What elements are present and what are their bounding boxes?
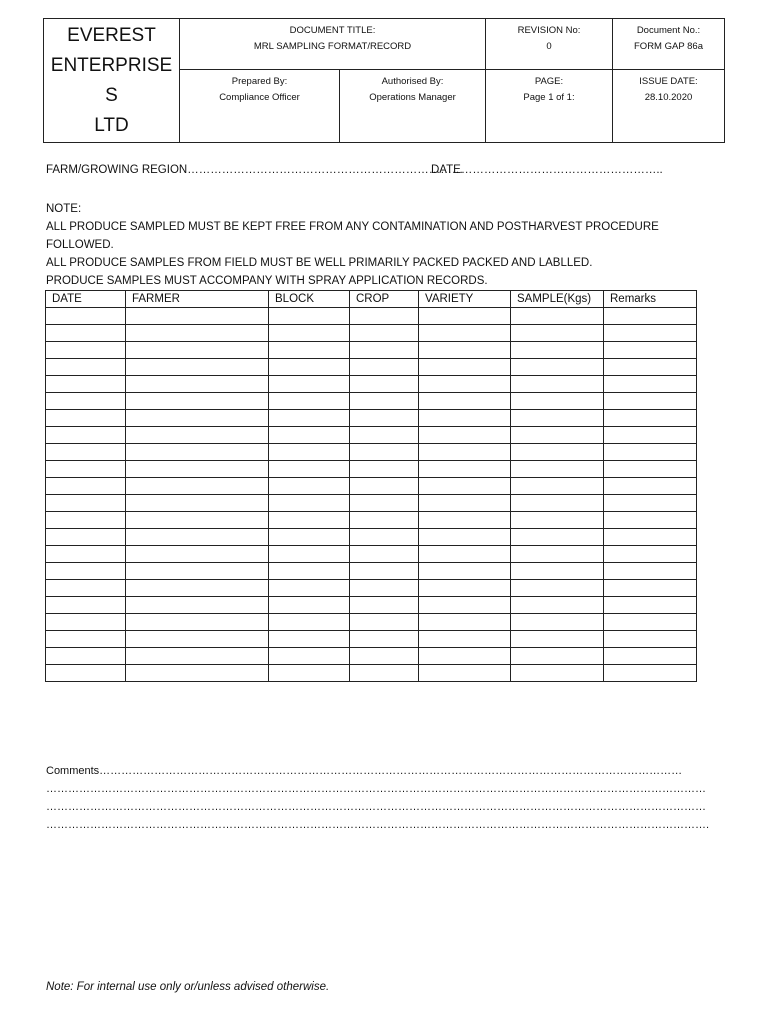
table-cell[interactable] <box>46 665 126 682</box>
table-cell[interactable] <box>126 393 269 410</box>
table-cell[interactable] <box>46 495 126 512</box>
column-header-crop: CROP <box>350 291 419 308</box>
page-value: Page 1 of 1: <box>523 92 575 103</box>
table-cell[interactable] <box>269 648 350 665</box>
table-row <box>46 529 697 546</box>
prepared-by-value: Compliance Officer <box>219 92 300 103</box>
table-cell[interactable] <box>350 597 419 614</box>
table-cell[interactable] <box>350 444 419 461</box>
table-row <box>46 410 697 427</box>
table-cell[interactable] <box>604 563 697 580</box>
table-cell[interactable] <box>604 529 697 546</box>
table-cell[interactable] <box>350 546 419 563</box>
table-cell[interactable] <box>419 648 511 665</box>
table-cell[interactable] <box>126 648 269 665</box>
table-cell[interactable] <box>604 325 697 342</box>
table-cell[interactable] <box>350 342 419 359</box>
table-cell[interactable] <box>46 308 126 325</box>
table-cell[interactable] <box>350 410 419 427</box>
table-cell[interactable] <box>419 461 511 478</box>
table-row <box>46 512 697 529</box>
table-cell[interactable] <box>511 427 604 444</box>
table-cell[interactable] <box>350 512 419 529</box>
table-cell[interactable] <box>46 546 126 563</box>
table-cell[interactable] <box>350 393 419 410</box>
table-cell[interactable] <box>511 580 604 597</box>
table-cell[interactable] <box>350 495 419 512</box>
table-cell[interactable] <box>419 512 511 529</box>
table-cell[interactable] <box>511 648 604 665</box>
table-row <box>46 648 697 665</box>
table-cell[interactable] <box>419 580 511 597</box>
doc-title-label: DOCUMENT TITLE: <box>289 25 376 36</box>
column-header-sample: SAMPLE(Kgs) <box>511 291 604 308</box>
table-cell[interactable] <box>350 614 419 631</box>
table-cell[interactable] <box>46 410 126 427</box>
note-line: ALL PRODUCE SAMPLED MUST BE KEPT FREE FROM ANY CONTAMINATION AND POSTHARVEST PROCEDURE <box>46 221 659 233</box>
table-header-row <box>46 291 697 308</box>
table-cell[interactable] <box>46 597 126 614</box>
table-cell[interactable] <box>126 376 269 393</box>
table-row <box>46 614 697 631</box>
table-cell[interactable] <box>126 461 269 478</box>
table-cell[interactable] <box>46 563 126 580</box>
table-cell[interactable] <box>126 444 269 461</box>
table-cell[interactable] <box>511 325 604 342</box>
table-cell[interactable] <box>511 529 604 546</box>
table-row <box>46 444 697 461</box>
table-cell[interactable] <box>419 325 511 342</box>
table-cell[interactable] <box>46 342 126 359</box>
table-cell[interactable] <box>350 631 419 648</box>
table-cell[interactable] <box>269 597 350 614</box>
table-cell[interactable] <box>511 495 604 512</box>
table-cell[interactable] <box>269 529 350 546</box>
table-cell[interactable] <box>126 427 269 444</box>
table-cell[interactable] <box>126 359 269 376</box>
table-row <box>46 376 697 393</box>
table-cell[interactable] <box>350 529 419 546</box>
table-cell[interactable] <box>269 614 350 631</box>
company-name-line: ENTERPRISE <box>50 54 173 76</box>
table-cell[interactable] <box>419 597 511 614</box>
table-cell[interactable] <box>604 376 697 393</box>
table-cell[interactable] <box>419 631 511 648</box>
table-cell[interactable] <box>604 308 697 325</box>
table-cell[interactable] <box>511 512 604 529</box>
table-cell[interactable] <box>269 665 350 682</box>
table-cell[interactable] <box>604 393 697 410</box>
table-cell[interactable] <box>511 410 604 427</box>
table-cell[interactable] <box>419 478 511 495</box>
comments-label-line[interactable]: Comments…………………………………………………………………………………………………………………………………………… <box>46 765 683 777</box>
company-name-line: LTD <box>94 114 129 136</box>
page-label: PAGE: <box>534 76 564 87</box>
table-cell[interactable] <box>419 563 511 580</box>
table-cell[interactable] <box>419 342 511 359</box>
table-cell[interactable] <box>126 597 269 614</box>
table-row <box>46 393 697 410</box>
table-cell[interactable] <box>511 597 604 614</box>
table-cell[interactable] <box>350 665 419 682</box>
table-cell[interactable] <box>511 546 604 563</box>
table-cell[interactable] <box>46 359 126 376</box>
table-cell[interactable] <box>350 563 419 580</box>
table-row <box>46 597 697 614</box>
table-cell[interactable] <box>269 546 350 563</box>
column-header-variety: VARIETY <box>419 291 511 308</box>
table-cell[interactable] <box>46 529 126 546</box>
table-row <box>46 325 697 342</box>
table-cell[interactable] <box>269 376 350 393</box>
table-cell[interactable] <box>126 342 269 359</box>
table-cell[interactable] <box>511 478 604 495</box>
table-row <box>46 359 697 376</box>
table-cell[interactable] <box>419 410 511 427</box>
notes-section <box>46 200 736 290</box>
table-row <box>46 546 697 563</box>
table-cell[interactable] <box>604 512 697 529</box>
table-cell[interactable] <box>604 410 697 427</box>
doc-title-cell <box>180 19 486 70</box>
table-body <box>46 308 697 682</box>
table-cell[interactable] <box>46 461 126 478</box>
table-cell[interactable] <box>604 665 697 682</box>
table-cell[interactable] <box>269 393 350 410</box>
table-cell[interactable] <box>419 444 511 461</box>
comments-line[interactable]: ……………………………………………………………………………………………………………………………………………………………… <box>46 801 706 813</box>
table-cell[interactable] <box>350 461 419 478</box>
notes-heading: NOTE: <box>46 203 82 215</box>
document-header <box>43 18 725 143</box>
table-cell[interactable] <box>126 631 269 648</box>
table-cell[interactable] <box>46 393 126 410</box>
doc-number-label: Document No.: <box>636 25 701 36</box>
table-cell[interactable] <box>46 580 126 597</box>
table-cell[interactable] <box>269 308 350 325</box>
table-cell[interactable] <box>350 648 419 665</box>
table-cell[interactable] <box>269 461 350 478</box>
column-header-farmer: FARMER <box>126 291 269 308</box>
table-cell[interactable] <box>511 376 604 393</box>
table-cell[interactable] <box>46 631 126 648</box>
comments-line[interactable]: ………………………………………………………………………………………………………………………………………………………………. <box>46 819 710 831</box>
table-cell[interactable] <box>511 308 604 325</box>
table-cell[interactable] <box>604 359 697 376</box>
issue-date-cell <box>613 70 724 142</box>
table-cell[interactable] <box>269 342 350 359</box>
doc-number-cell <box>613 19 724 70</box>
table-cell[interactable] <box>511 359 604 376</box>
table-cell[interactable] <box>46 512 126 529</box>
table-row <box>46 427 697 444</box>
table-cell[interactable] <box>604 614 697 631</box>
table-cell[interactable] <box>604 427 697 444</box>
table-cell[interactable] <box>419 495 511 512</box>
table-row <box>46 342 697 359</box>
table-cell[interactable] <box>126 529 269 546</box>
table-cell[interactable] <box>350 376 419 393</box>
table-row <box>46 580 697 597</box>
table-row <box>46 563 697 580</box>
revision-cell <box>486 19 613 70</box>
table-cell[interactable] <box>604 580 697 597</box>
farm-region-field[interactable]: FARM/GROWING REGION……………………………………………………………… <box>46 164 464 176</box>
table-row <box>46 631 697 648</box>
note-line: ALL PRODUCE SAMPLES FROM FIELD MUST BE WELL PRIMARILY PACKED PACKED AND LABLLED. <box>46 257 593 269</box>
table-cell[interactable] <box>46 325 126 342</box>
sampling-record-table <box>45 290 697 682</box>
table-cell[interactable] <box>350 427 419 444</box>
table-cell[interactable] <box>604 342 697 359</box>
table-cell[interactable] <box>419 308 511 325</box>
table-cell[interactable] <box>46 444 126 461</box>
revision-value: 0 <box>546 41 552 52</box>
table-cell[interactable] <box>511 665 604 682</box>
table-cell[interactable] <box>604 495 697 512</box>
table-cell[interactable] <box>604 478 697 495</box>
table-cell[interactable] <box>269 410 350 427</box>
column-header-block: BLOCK <box>269 291 350 308</box>
table-row <box>46 495 697 512</box>
authorised-by-cell <box>340 70 486 142</box>
table-cell[interactable] <box>419 614 511 631</box>
table-cell[interactable] <box>511 342 604 359</box>
table-cell[interactable] <box>269 359 350 376</box>
revision-label: REVISION No: <box>517 25 581 36</box>
table-cell[interactable] <box>511 393 604 410</box>
table-cell[interactable] <box>126 478 269 495</box>
table-cell[interactable] <box>511 461 604 478</box>
table-cell[interactable] <box>511 444 604 461</box>
date-field[interactable]: DATE…………………………………………….. <box>431 164 663 176</box>
table-cell[interactable] <box>269 563 350 580</box>
table-cell[interactable] <box>419 546 511 563</box>
table-cell[interactable] <box>46 376 126 393</box>
issue-date-value: 28.10.2020 <box>644 92 693 103</box>
table-cell[interactable] <box>350 359 419 376</box>
table-cell[interactable] <box>269 631 350 648</box>
table-cell[interactable] <box>46 478 126 495</box>
comments-section <box>46 762 736 834</box>
table-cell[interactable] <box>350 325 419 342</box>
table-cell[interactable] <box>604 597 697 614</box>
table-row <box>46 461 697 478</box>
table-cell[interactable] <box>126 614 269 631</box>
table-cell[interactable] <box>269 325 350 342</box>
table-cell[interactable] <box>350 580 419 597</box>
page-cell <box>486 70 613 142</box>
company-name <box>44 19 180 142</box>
table-cell[interactable] <box>604 631 697 648</box>
table-cell[interactable] <box>269 580 350 597</box>
footer-note: Note: For internal use only or/unless advised otherwise. <box>46 981 330 993</box>
note-line: PRODUCE SAMPLES MUST ACCOMPANY WITH SPRAY APPLICATION RECORDS. <box>46 275 488 287</box>
doc-title-value: MRL SAMPLING FORMAT/RECORD <box>253 41 412 52</box>
company-name-line: EVEREST <box>67 24 156 46</box>
note-line: FOLLOWED. <box>46 239 114 251</box>
table-cell[interactable] <box>604 461 697 478</box>
table-cell[interactable] <box>604 546 697 563</box>
table-row <box>46 308 697 325</box>
table-cell[interactable] <box>419 665 511 682</box>
table-cell[interactable] <box>126 563 269 580</box>
table-cell[interactable] <box>46 648 126 665</box>
table-cell[interactable] <box>126 495 269 512</box>
issue-date-label: ISSUE DATE: <box>639 76 698 87</box>
table-cell[interactable] <box>419 529 511 546</box>
doc-number-value: FORM GAP 86a <box>634 41 703 52</box>
table-cell[interactable] <box>511 614 604 631</box>
table-cell[interactable] <box>269 478 350 495</box>
table-cell[interactable] <box>126 325 269 342</box>
column-header-remarks: Remarks <box>604 291 697 308</box>
table-cell[interactable] <box>126 580 269 597</box>
table-cell[interactable] <box>511 631 604 648</box>
table-cell[interactable] <box>350 308 419 325</box>
table-cell[interactable] <box>126 665 269 682</box>
table-cell[interactable] <box>269 427 350 444</box>
table-cell[interactable] <box>269 495 350 512</box>
company-name-line: S <box>105 84 118 106</box>
table-cell[interactable] <box>419 393 511 410</box>
table-cell[interactable] <box>126 546 269 563</box>
prepared-by-label: Prepared By: <box>231 76 288 87</box>
table-cell[interactable] <box>419 359 511 376</box>
column-header-date: DATE <box>46 291 126 308</box>
authorised-by-label: Authorised By: <box>381 76 444 87</box>
table-cell[interactable] <box>419 427 511 444</box>
table-cell[interactable] <box>419 376 511 393</box>
table-cell[interactable] <box>269 444 350 461</box>
table-cell[interactable] <box>46 614 126 631</box>
prepared-by-cell <box>180 70 340 142</box>
table-cell[interactable] <box>269 512 350 529</box>
table-cell[interactable] <box>46 427 126 444</box>
table-cell[interactable] <box>511 563 604 580</box>
table-row <box>46 478 697 495</box>
table-cell[interactable] <box>126 308 269 325</box>
authorised-by-value: Operations Manager <box>369 92 456 103</box>
table-cell[interactable] <box>126 512 269 529</box>
table-cell[interactable] <box>604 648 697 665</box>
table-cell[interactable] <box>126 410 269 427</box>
table-row <box>46 665 697 682</box>
table-cell[interactable] <box>604 444 697 461</box>
table-cell[interactable] <box>350 478 419 495</box>
comments-line[interactable]: ……………………………………………………………………………………………………………………………………………………………… <box>46 783 706 795</box>
